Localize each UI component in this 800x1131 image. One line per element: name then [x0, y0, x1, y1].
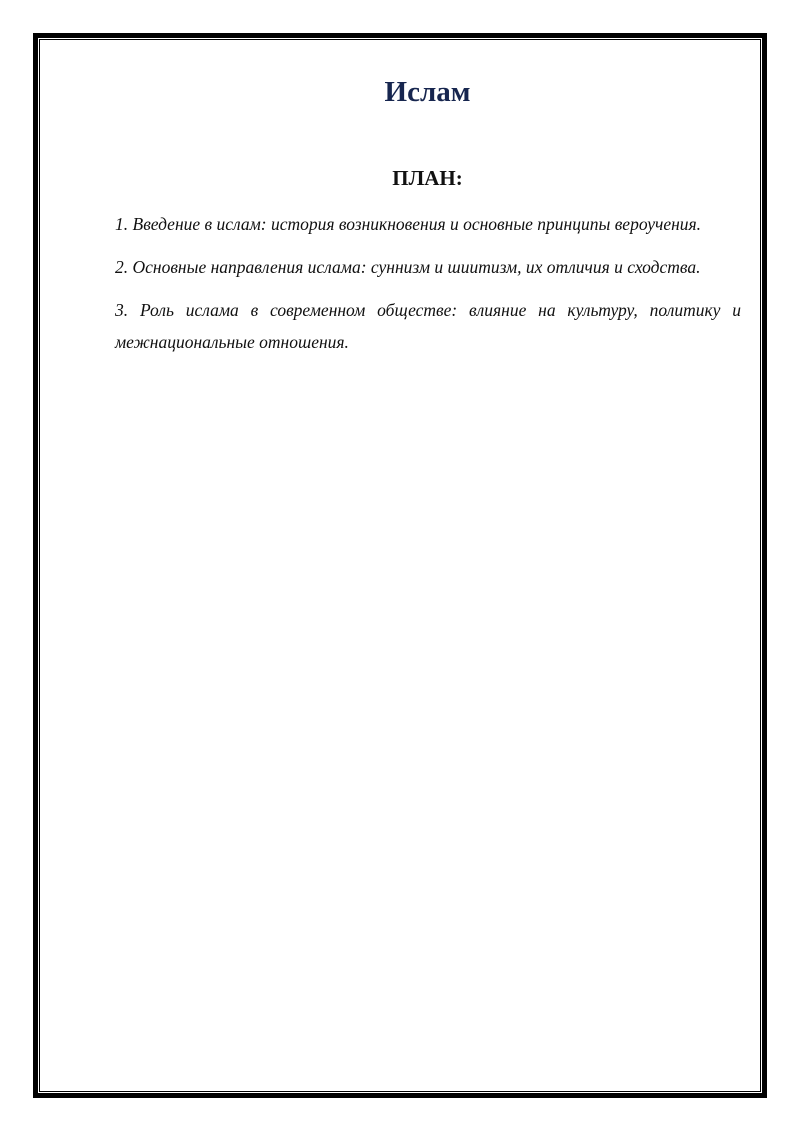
document-title: Ислам	[384, 76, 471, 108]
plan-list	[115, 208, 741, 369]
plan-item: 3. Роль ислама в современном обществе: влияние на культуру, политику и межнациональные отношения.	[115, 300, 741, 352]
plan-heading: ПЛАН:	[392, 166, 463, 190]
plan-item: 2. Основные направления ислама: суннизм и шиитизм, их отличия и сходства.	[115, 257, 701, 277]
page-border-inner	[39, 39, 761, 1092]
plan-item: 1. Введение в ислам: история возникновения и основные принципы вероучения.	[115, 214, 702, 234]
